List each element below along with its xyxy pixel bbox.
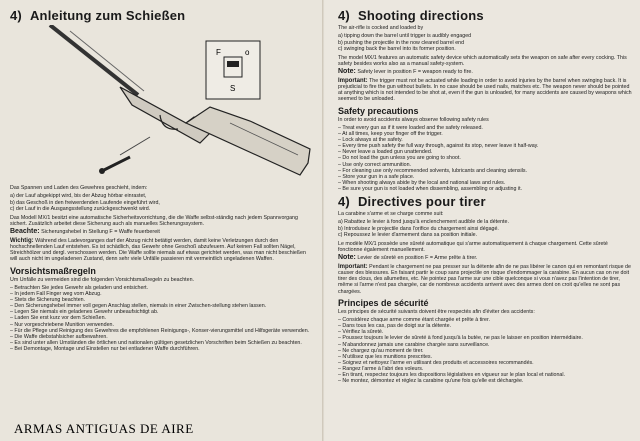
- loading-arrow: [120, 137, 150, 155]
- diagram-label-o: o: [245, 48, 250, 57]
- steps-en: [338, 33, 632, 52]
- note-label: Note:: [338, 68, 356, 76]
- sub-heading-fr: Principes de sécurité: [338, 297, 429, 308]
- rifle-illustration: [10, 25, 314, 183]
- step-a: a) tipping down the barrel until trigger is audibly engaged: [338, 33, 472, 40]
- steps-de: [10, 193, 314, 212]
- stock-shape: [186, 107, 310, 175]
- list-item: – Lock always at the safety.: [338, 137, 632, 143]
- steps-fr: [338, 219, 632, 238]
- note-label: Note:: [338, 254, 356, 262]
- rules-list-de: [10, 285, 314, 352]
- heading-number: 4): [338, 8, 350, 23]
- list-item: – Soignez et nettoyez l'arme en utilisant des produits et accessoires recommandés.: [338, 360, 632, 366]
- step-b: b) das Geschoß in den freiwerdenden Laufende eingeführt wird,: [10, 199, 160, 206]
- safety-paragraph-de: Das Modell MX/1 besitzt eine automatische Sicherheitsvorrichtung, die die Waffe selbst-ständig nach jedem Spannvorgang sichert. Zusätzlich arbeitet diese Sicherung auch als manuelles Sicherungssystem.: [10, 214, 298, 228]
- list-item: – Den Sicherungshebel immer voll gegen Anschlag stellen, niemals in einer Zwischen-stellung stehen lassen.: [10, 303, 314, 309]
- list-item: – Für die Pflege und Reinigung des Gewehres die empfohlenen Reinigungs-, Konser-vierungsmittel und Hilfsgeräte verwenden.: [10, 328, 314, 334]
- list-item: – Ne montez, démontez et réglez la carabine qu'une fois qu'elle est déchargée.: [338, 378, 632, 384]
- list-item: – En tirant, respectez toujours les dispositions législatives en vigueur sur le plan local et national.: [338, 372, 632, 378]
- list-item: – Legen Sie niemals ein geladenes Gewehr unbeaufsichtigt ab.: [10, 309, 314, 315]
- projectile: [99, 168, 105, 174]
- list-item: – Store your gun in a safe place.: [338, 174, 632, 180]
- note-text: Levier de sûreté en position F = Arme prête à tirer.: [357, 255, 478, 262]
- list-item: – Bei Demontage, Montage und Einstellen nur bei entladener Waffe durchführen.: [10, 346, 314, 352]
- list-item: – Dans tous les cas, pas de doigt sur la détente.: [338, 323, 632, 329]
- list-item: – Use only correct ammunition.: [338, 162, 632, 168]
- list-item: – Nur vorgeschriebene Munition verwenden.: [10, 322, 314, 328]
- rules-intro-fr: Les principes de sécurité suivants doivent être respectés afin d'éviter des accidents:: [338, 308, 535, 315]
- important-text: Pendant le chargement ne pas presser sur la détente afin de ne pas libérer le canon qui en remontant risque de causer des blessures. En faisant partir le coup sans projectile on risque d'endommager la carabine. En aucun cas on ne doit tirer des clous, des allumettes, etc. Ne pointez pas l'arme sur une cible quelconque si vous n'avez pas l'intention de tirer, même si l'arme n'est pas chargée, car de nombreux accidents arrivent avec des armes dont on croit qu'elles ne sont pas chargées.: [338, 263, 631, 295]
- rules-intro-en: In order to avoid accidents always observe following safety rules: [338, 116, 489, 123]
- note-fr: [338, 255, 632, 261]
- intro-en: The air-rifle is cocked and loaded by: [338, 25, 424, 31]
- list-item: – Be sure your gun is not loaded when dissembling, assembling or adjusting it.: [338, 186, 632, 192]
- heading-text: Directives pour tirer: [357, 193, 486, 209]
- list-item: – N'abandonnez jamais une carabine chargée sans surveillance.: [338, 342, 632, 348]
- list-item: – Do not load the gun unless you are going to shoot.: [338, 155, 632, 161]
- section-heading-de: [10, 8, 314, 23]
- receiver-shape: [120, 87, 210, 143]
- step-a: a) Rabattez le levier à fond jusqu'à enclenchement audible de la détente.: [338, 219, 509, 226]
- heading-number: 4): [10, 8, 22, 23]
- note-text: Safety lever in position F = weapon ready to fire.: [357, 69, 473, 76]
- section-heading-fr: [338, 194, 632, 209]
- step-c: c) swinging back the barrel into its former position.: [338, 46, 456, 53]
- intro-fr: La carabine s'arme et se charge comme suit:: [338, 210, 444, 217]
- list-item: – Stets die Sicherung beachten.: [10, 297, 314, 303]
- rules-list-en: [338, 125, 632, 192]
- step-a: a) der Lauf abgekippt wird, bis der Abzug hörbar einrastet,: [10, 193, 147, 200]
- important-en: [338, 78, 632, 103]
- step-b: b) pushing the projectile in the now cleared barrel end: [338, 39, 465, 46]
- list-item: – Vérifiez la sûreté.: [338, 329, 632, 335]
- wichtig-paragraph: [10, 238, 314, 263]
- list-item: – When shooting always abide by the local and national laws and rules.: [338, 180, 632, 186]
- step-c: c) der Lauf in die Ausgangsstellung zurückgeschwenkt wird.: [10, 206, 151, 213]
- rules-intro-de: Um Unfälle zu vermeiden sind die folgenden Vorsichtsmaßregeln zu beachten.: [10, 276, 195, 283]
- intro-de: Das Spannen und Laden des Gewehres geschieht, indem:: [10, 185, 148, 191]
- list-item: – Considérez chaque arme comme étant chargée et prête à tirer.: [338, 317, 632, 323]
- important-fr: [338, 264, 632, 295]
- beachte-text: Sicherungshebel in Stellung F = Waffe feuerbereit: [41, 229, 160, 236]
- step-c: c) Repoussez le levier d'armement dans sa position initiale.: [338, 232, 478, 239]
- rules-list-fr: [338, 317, 632, 384]
- list-item: – In jedem Fall Finger weg vom Abzug.: [10, 291, 314, 297]
- list-item: – Es sind unter allen Umständen die örtlichen und nationalen gültigen gesetzlichen Vorschriften beim Schießen zu beachten.: [10, 340, 314, 346]
- wichtig-label: Wichtig:: [10, 237, 34, 244]
- wichtig-text: Während des Ladevorganges darf der Abzug nicht betätigt werden, damit keine Verletzungen durch den hochschnellenden Lauf entstehen. Es ist schädlich, das Gewehr ohne Geschoß abzufeuern. Auf keinen Fall sollten Nägel, Streichhölzer und dergl. verschossen werden. Die Waffe sollte niemals auf etwas gerichtet werden, was man nicht beschießen will auch nicht im ungeladenen Zustand, denn sehr viele Unfälle passieren mit vermeintlich ungeladenen Waffen.: [10, 237, 306, 263]
- list-item: – Poussez toujours le levier de sûreté à fond jusqu'à la butée, ne pas le laisser en position intermédiaire.: [338, 335, 632, 341]
- section-heading-en: [338, 8, 632, 23]
- safety-paragraph-en: The model MX/1 features an automatic safety device which automatically sets the weapon on safe after every cocking. This safety besides works also as a manual safety-system.: [338, 54, 627, 68]
- heading-text: Shooting directions: [357, 8, 484, 23]
- important-text: The trigger must not be actuated while loading in order to avoid injuries by the barrel when swinging back. It is prejudicial to fire the gun without bullets. In no case should be used nails, matches etc. The weapon never should be pointed at anything which is not intended to be shot at, even if the gun is unloaded, for many accidents are caused by weapons which seemed to be unloaded.: [338, 77, 632, 103]
- important-label: Important:: [338, 263, 368, 270]
- watermark: ARMAS ANTIGUAS DE AIRE: [14, 421, 194, 436]
- list-item: – Never leave a loaded gun unattended.: [338, 149, 632, 155]
- diagram-label-s: S: [230, 84, 236, 93]
- list-item: – Every time push safety the full way through, against its stop, never leave it half-way.: [338, 143, 632, 149]
- safety-lever: [227, 61, 239, 67]
- diagram-label-f: F: [216, 48, 221, 57]
- sub-heading-en: Safety precautions: [338, 105, 419, 116]
- note-en: [338, 69, 632, 75]
- list-item: – At all times, keep your finger off the trigger.: [338, 131, 632, 137]
- beachte-note: [10, 229, 314, 235]
- list-item: – Die Waffe diebstahlsicher aufbewahren.: [10, 334, 314, 340]
- rifle-drawing: [10, 25, 314, 183]
- projectile-tool: [102, 157, 130, 171]
- barrel-detail: [70, 31, 144, 91]
- sub-heading-de: Vorsichtsmaßregeln: [10, 265, 96, 276]
- important-label: Important:: [338, 77, 368, 84]
- list-item: – For cleaning use only recommended solvents, lubricants and cleaning utensils.: [338, 168, 632, 174]
- heading-number: 4): [338, 193, 350, 209]
- step-b: b) Introduisez le projectile dans l'orifice du chargement ainsi dégagé.: [338, 225, 499, 232]
- page-english-french: [326, 0, 640, 441]
- beachte-label: Beachte:: [10, 228, 40, 236]
- list-item: – Rangez l'arme à l'abri des voleurs.: [338, 366, 632, 372]
- list-item: – Treat every gun as if it were loaded and the safety released.: [338, 125, 632, 131]
- list-item: – N'utilisez que les munitions prescrites.: [338, 354, 632, 360]
- list-item: – Betrachten Sie jedes Gewehr als geladen und entsichert.: [10, 285, 314, 291]
- list-item: – Laden Sie erst kurz vor dem Schießen.: [10, 315, 314, 321]
- barrel-line: [50, 25, 138, 95]
- heading-text: Anleitung zum Schießen: [29, 8, 186, 23]
- list-item: – Ne chargez qu'au moment de tirer.: [338, 348, 632, 354]
- safety-paragraph-fr: Le modèle MX/1 possède une sûreté automatique qui s'arme automatiquement à chaque chargement. Cette sûreté fonctionne également manuellement.: [338, 240, 608, 254]
